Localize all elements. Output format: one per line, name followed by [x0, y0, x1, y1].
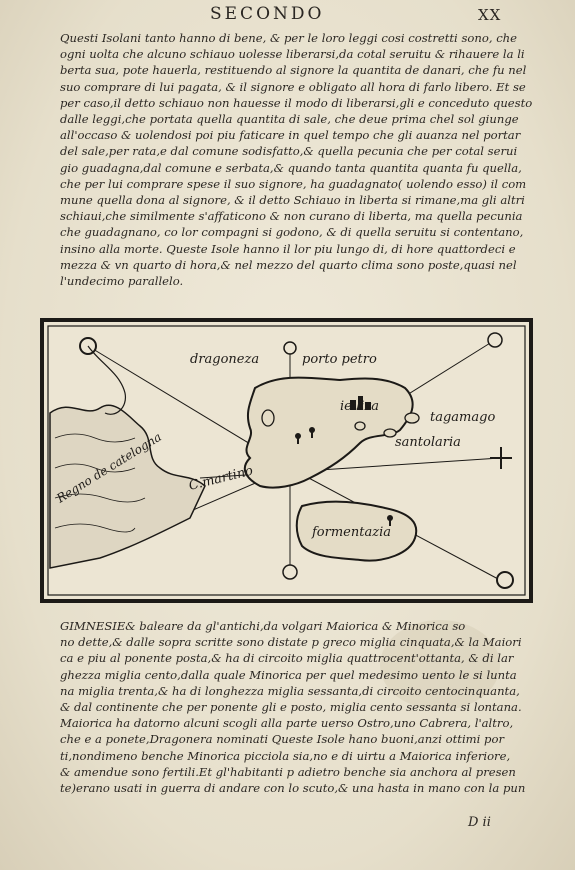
islet — [262, 410, 274, 426]
label-porto-petro: porto petro — [302, 352, 377, 367]
text-line: no dette,& dalle sopra scritte sono distate p greco miglia cinquata,& la Maiori — [60, 635, 522, 650]
wind-circle-icon — [283, 565, 297, 579]
woodcut-map — [40, 318, 533, 603]
islet — [405, 413, 419, 423]
text-line: ca e piu al ponente posta,& ha di circoito miglia quattrocent'ottanta, & di lar — [60, 651, 514, 666]
text-line: insino alla morte. Queste Isole hanno il lor piu lungo di, di hore quattordeci e — [60, 241, 516, 256]
label-santolaria: santolaria — [395, 435, 461, 450]
text-line: ogni uolta che alcuno schiauo uolesse liberarsi,da cotal seruitu & rihauere la li — [60, 47, 525, 62]
label-formentazia: formentazia — [312, 525, 391, 540]
text-line: mune quella dona al signore, & il detto Schiauo in liberta si rimane,ma gli altri — [60, 193, 525, 208]
text-line: ti,nondimeno benche Minorica picciola sia,no e di uirtu a Maiorica inferiore, — [60, 748, 511, 763]
signature-mark: D ii — [468, 815, 491, 830]
label-dragoneza: dragoneza — [190, 352, 260, 367]
upper-paragraph — [60, 30, 542, 289]
text-line: & dal continente che per ponente gli e posto, miglia cento sessanta si lontana. — [60, 700, 522, 715]
text-line: che e a ponete,Dragonera nominati Queste Isole hano buoni,anzi ottimi por — [60, 732, 504, 747]
text-line: che per lui comprare spese il suo signore, ha guadagnato( uolendo esso) il com — [60, 176, 527, 191]
text-line: suo comprare di lui pagata, & il signore e obligato all hora di farlo libero. Et se — [60, 79, 526, 94]
text-line: & amendue sono fertili.Et gl'habitanti p adietro benche sia anchora al presen — [60, 764, 516, 779]
wind-circle-icon — [497, 572, 513, 588]
text-line: ghezza miglia cento,dalla quale Minorica per quel medesimo uento le si lunta — [60, 667, 517, 682]
text-line: Maiorica ha datorno alcuni scogli alla parte uerso Ostro,uno Cabrera, l'altro, — [60, 716, 514, 731]
text-line: dalle leggi,che portata quella quantita di sale, che deue prima chel sol giunge — [60, 112, 519, 127]
label-regno: Regno de catelogna — [54, 429, 164, 506]
text-line: del sale,per rata,e dal comune sodisfatto,& quella pecunia che per cotal serui — [60, 144, 518, 159]
text-line: per caso,il detto schiauo non hauesse il modo di liberarsi,gli e conceduto questo — [60, 95, 533, 110]
text-line: GIMNESIE& baleare da gl'antichi,da volgari Maiorica & Minorica so — [60, 619, 466, 633]
text-line: te)erano usati in guerra di andare con lo scuto,& una hasta in mano con la pun — [60, 781, 526, 796]
text-line: schiaui,che similmente s'affaticono & non curano di liberta, ma quella pecunia — [60, 209, 523, 224]
text-line: berta sua, pote hauerla, restituendo al signore la quantita de danari, che fu nel — [60, 63, 527, 78]
text-line: l'undecimo parallelo. — [60, 274, 184, 289]
text-line: gio guadagna,dal comune e serbata,& quando tanta quantita quanta fu quella, — [60, 160, 522, 175]
text-line: mezza & vn quarto di hora,& nel mezzo del quarto clima sono poste,quasi nel — [60, 257, 517, 272]
lower-paragraph — [60, 618, 542, 796]
wind-circle-icon — [488, 333, 502, 347]
text-line: che guadagnano, co lor compagni si godono, & di quella seruitu si contentano, — [60, 225, 524, 240]
wind-circle-icon — [284, 342, 296, 354]
label-ieuiza: ieuiza — [340, 399, 379, 414]
label-c-martino: C.martino — [187, 463, 255, 494]
text-line: na miglia trenta,& ha di longhezza miglia sessanta,di circoito centocinquanta, — [60, 683, 520, 698]
islet — [355, 422, 365, 430]
label-tagamago: tagamago — [430, 410, 496, 425]
running-head: SECONDO — [210, 4, 325, 24]
text-line: all'occaso & uolendosi poi piu faticare in quel tempo che gli auanza nel portar — [60, 128, 521, 143]
text-line: Questi Isolani tanto hanno di bene, & per le loro leggi cosi costretti sono, che — [60, 31, 518, 45]
folio-number: XX — [478, 6, 502, 24]
